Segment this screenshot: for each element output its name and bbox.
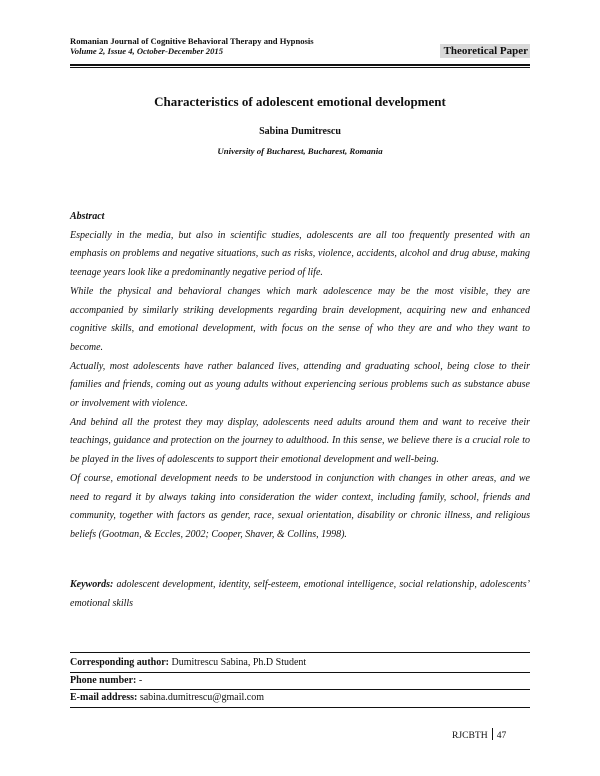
corresponding-author-value: Dumitrescu Sabina, Ph.D Student — [171, 657, 307, 668]
email-value[interactable]: sabina.dumitrescu@gmail.com — [139, 692, 265, 703]
phone-value: - — [138, 675, 143, 686]
correspondence-divider — [70, 689, 530, 690]
correspondence-top-divider — [70, 652, 530, 653]
page-number: 47 — [496, 730, 507, 741]
correspondence-divider — [70, 672, 530, 673]
abstract-section — [70, 208, 530, 545]
abstract-paragraph: Of course, emotional development needs to be understood in conjunction with changes in other areas, and we need to regard it by always taking into consideration the wider context, including family, school, friends and community, together with factors as gender, race, sexual orientation, disability or chronic illness, and religious beliefs (Gootman, & Eccles, 2002; Cooper, Shaver, & Collins, 1998). — [70, 472, 530, 540]
article-title: Characteristics of adolescent emotional development — [154, 94, 446, 109]
email-label: E-mail address: — [70, 692, 138, 703]
abstract-paragraph: And behind all the protest they may display, adolescents need adults around them and want to receive their teachings, guidance and protection on the journey to adulthood. In this sense, we believe there is a crucial role to be played in the lives of adolescents to support their emotional development and well-being. — [70, 416, 530, 466]
phone-row — [70, 675, 530, 687]
journal-name: Romanian Journal of Cognitive Behavioral Therapy and Hypnosis — [70, 36, 314, 46]
keywords-section — [70, 576, 530, 613]
article-author: Sabina Dumitrescu — [259, 126, 341, 137]
author-affiliation: University of Bucharest, Bucharest, Romania — [217, 146, 383, 156]
footer-journal-abbrev: RJCBTH — [452, 730, 488, 741]
abstract-paragraph: While the physical and behavioral changes which mark adolescence may be the most visible, they are accompanied by similarly striking developments regarding brain development, acquiring new and enhanced cognitive skills, and emotional development, with focus on the sense of who they are and who they want to become. — [70, 285, 530, 353]
email-row — [70, 692, 530, 704]
journal-header — [70, 36, 530, 56]
keywords-label: Keywords: — [70, 579, 114, 590]
correspondence-bottom-divider — [70, 707, 530, 708]
corresponding-author-label: Corresponding author: — [70, 657, 169, 668]
phone-label: Phone number: — [70, 675, 137, 686]
footer-separator — [492, 728, 493, 740]
abstract-heading: Abstract — [70, 211, 105, 222]
page-footer — [452, 728, 506, 742]
keywords-text: adolescent development, identity, self-esteem, emotional intelligence, social relationship, adolescents’ emotional skills — [70, 579, 530, 609]
abstract-paragraph: Especially in the media, but also in scientific studies, adolescents are all too frequently presented with an emphasis on problems and negative situations, such as risks, violence, accidents, alcohol and drug abuse, making teenage years look like a predominantly negative period of life. — [70, 229, 530, 279]
journal-issue: Volume 2, Issue 4, October-December 2015 — [70, 46, 223, 56]
paper-type-badge: Theoretical Paper — [440, 44, 530, 58]
corresponding-author-row — [70, 657, 530, 669]
header-divider — [70, 64, 530, 68]
abstract-paragraph: Actually, most adolescents have rather balanced lives, attending and graduating school, being close to their families and friends, coming out as young adults without experiencing serious problems such as substance abuse or involvement with violence. — [70, 360, 530, 410]
